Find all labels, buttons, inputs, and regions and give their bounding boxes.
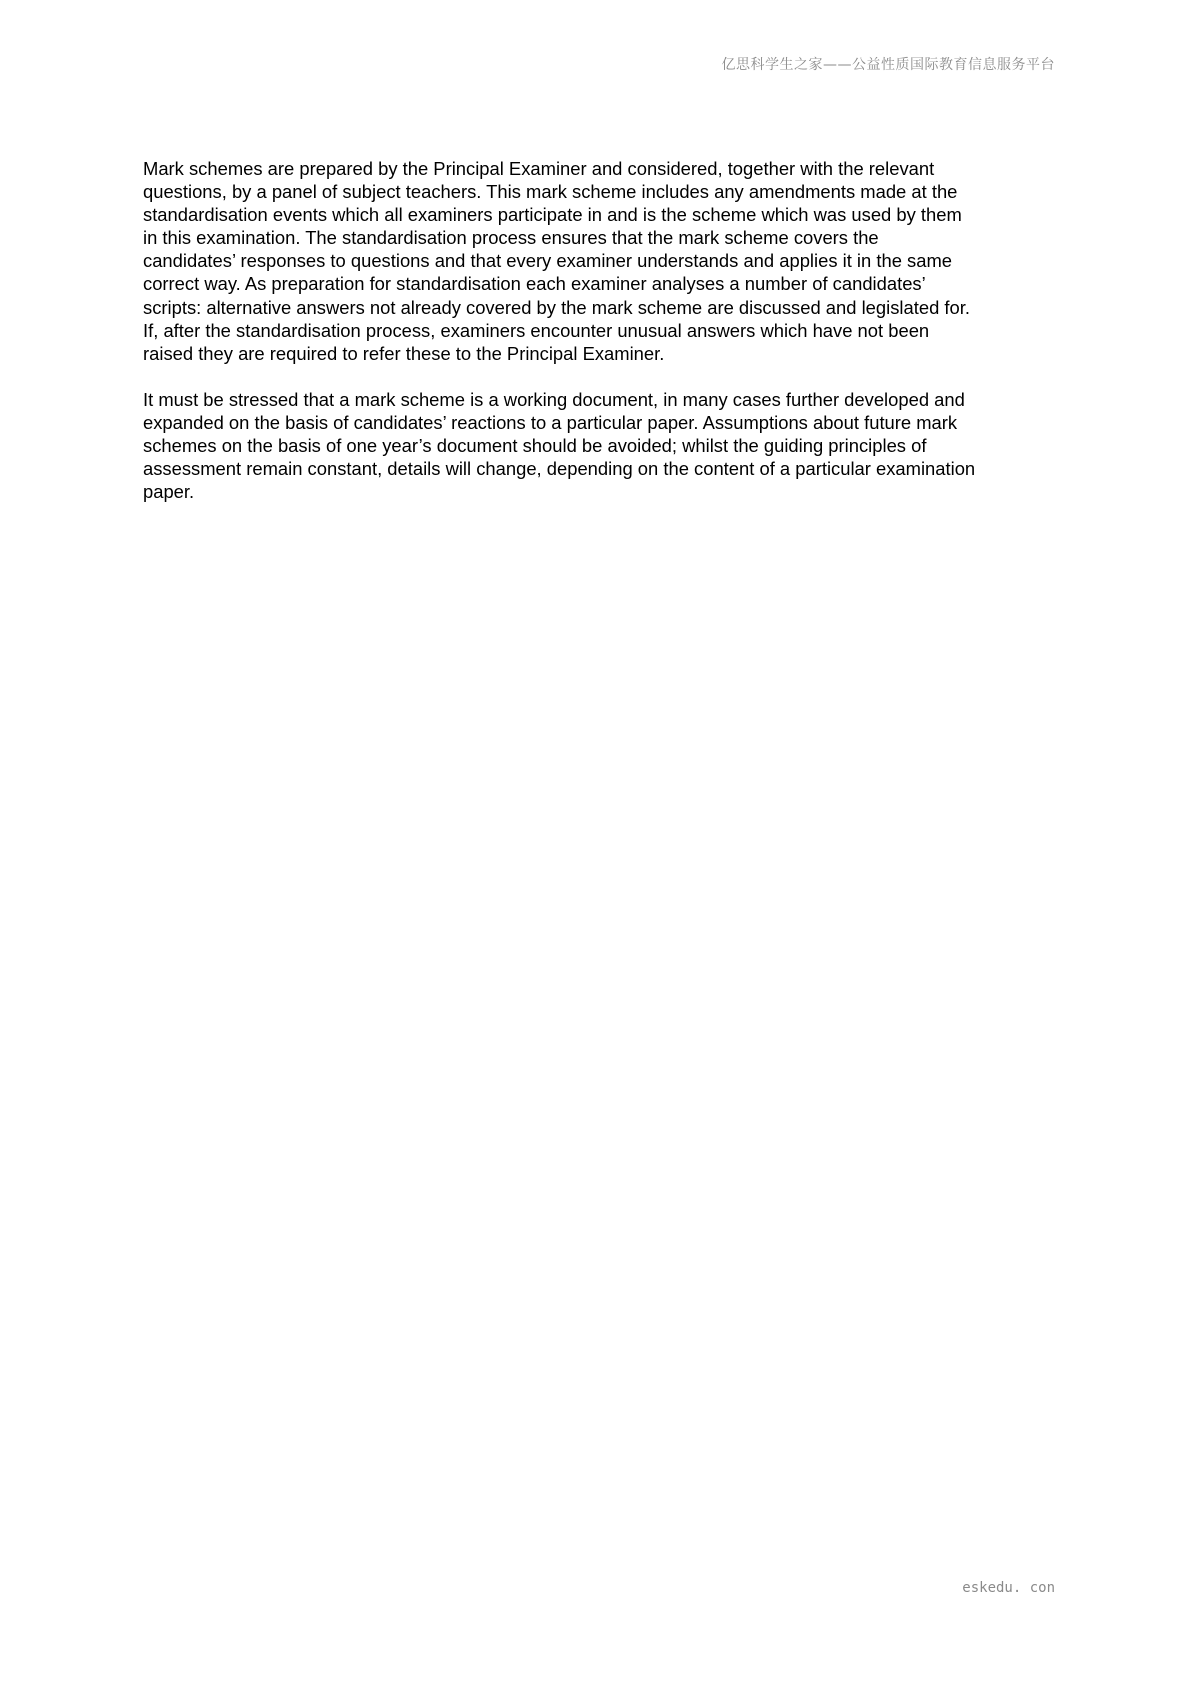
page-header-watermark: 亿思科学生之家——公益性质国际教育信息服务平台 (721, 57, 1055, 73)
paragraph-working-document: It must be stressed that a mark scheme is a working document, in many cases further developed and expanded on the basis of candidates’ reactions to a particular paper. Assumptions about future mark schemes on the basis of one year’s document should be avoided; whilst the guiding principles of assessment remain constant, details will change, depending on the content of a particular examination paper. (143, 388, 976, 503)
paragraph-standardisation: Mark schemes are prepared by the Principal Examiner and considered, together with the relevant questions, by a panel of subject teachers. This mark scheme includes any amendments made at the standardisation events which all examiners participate in and is the scheme which was used by them in this examination. The standardisation process ensures that the mark scheme covers the candidates’ responses to questions and that every examiner understands and applies it in the same correct way. As preparation for standardisation each examiner analyses a number of candidates’ scripts: alternative answers not already covered by the mark scheme are discussed and legislated for. If, after the standardisation process, examiners encounter unusual answers which have not been raised they are required to refer these to the Principal Examiner. (143, 158, 970, 364)
page-footer-site: eskedu. con (962, 1580, 1055, 1596)
document-body (143, 157, 1063, 503)
